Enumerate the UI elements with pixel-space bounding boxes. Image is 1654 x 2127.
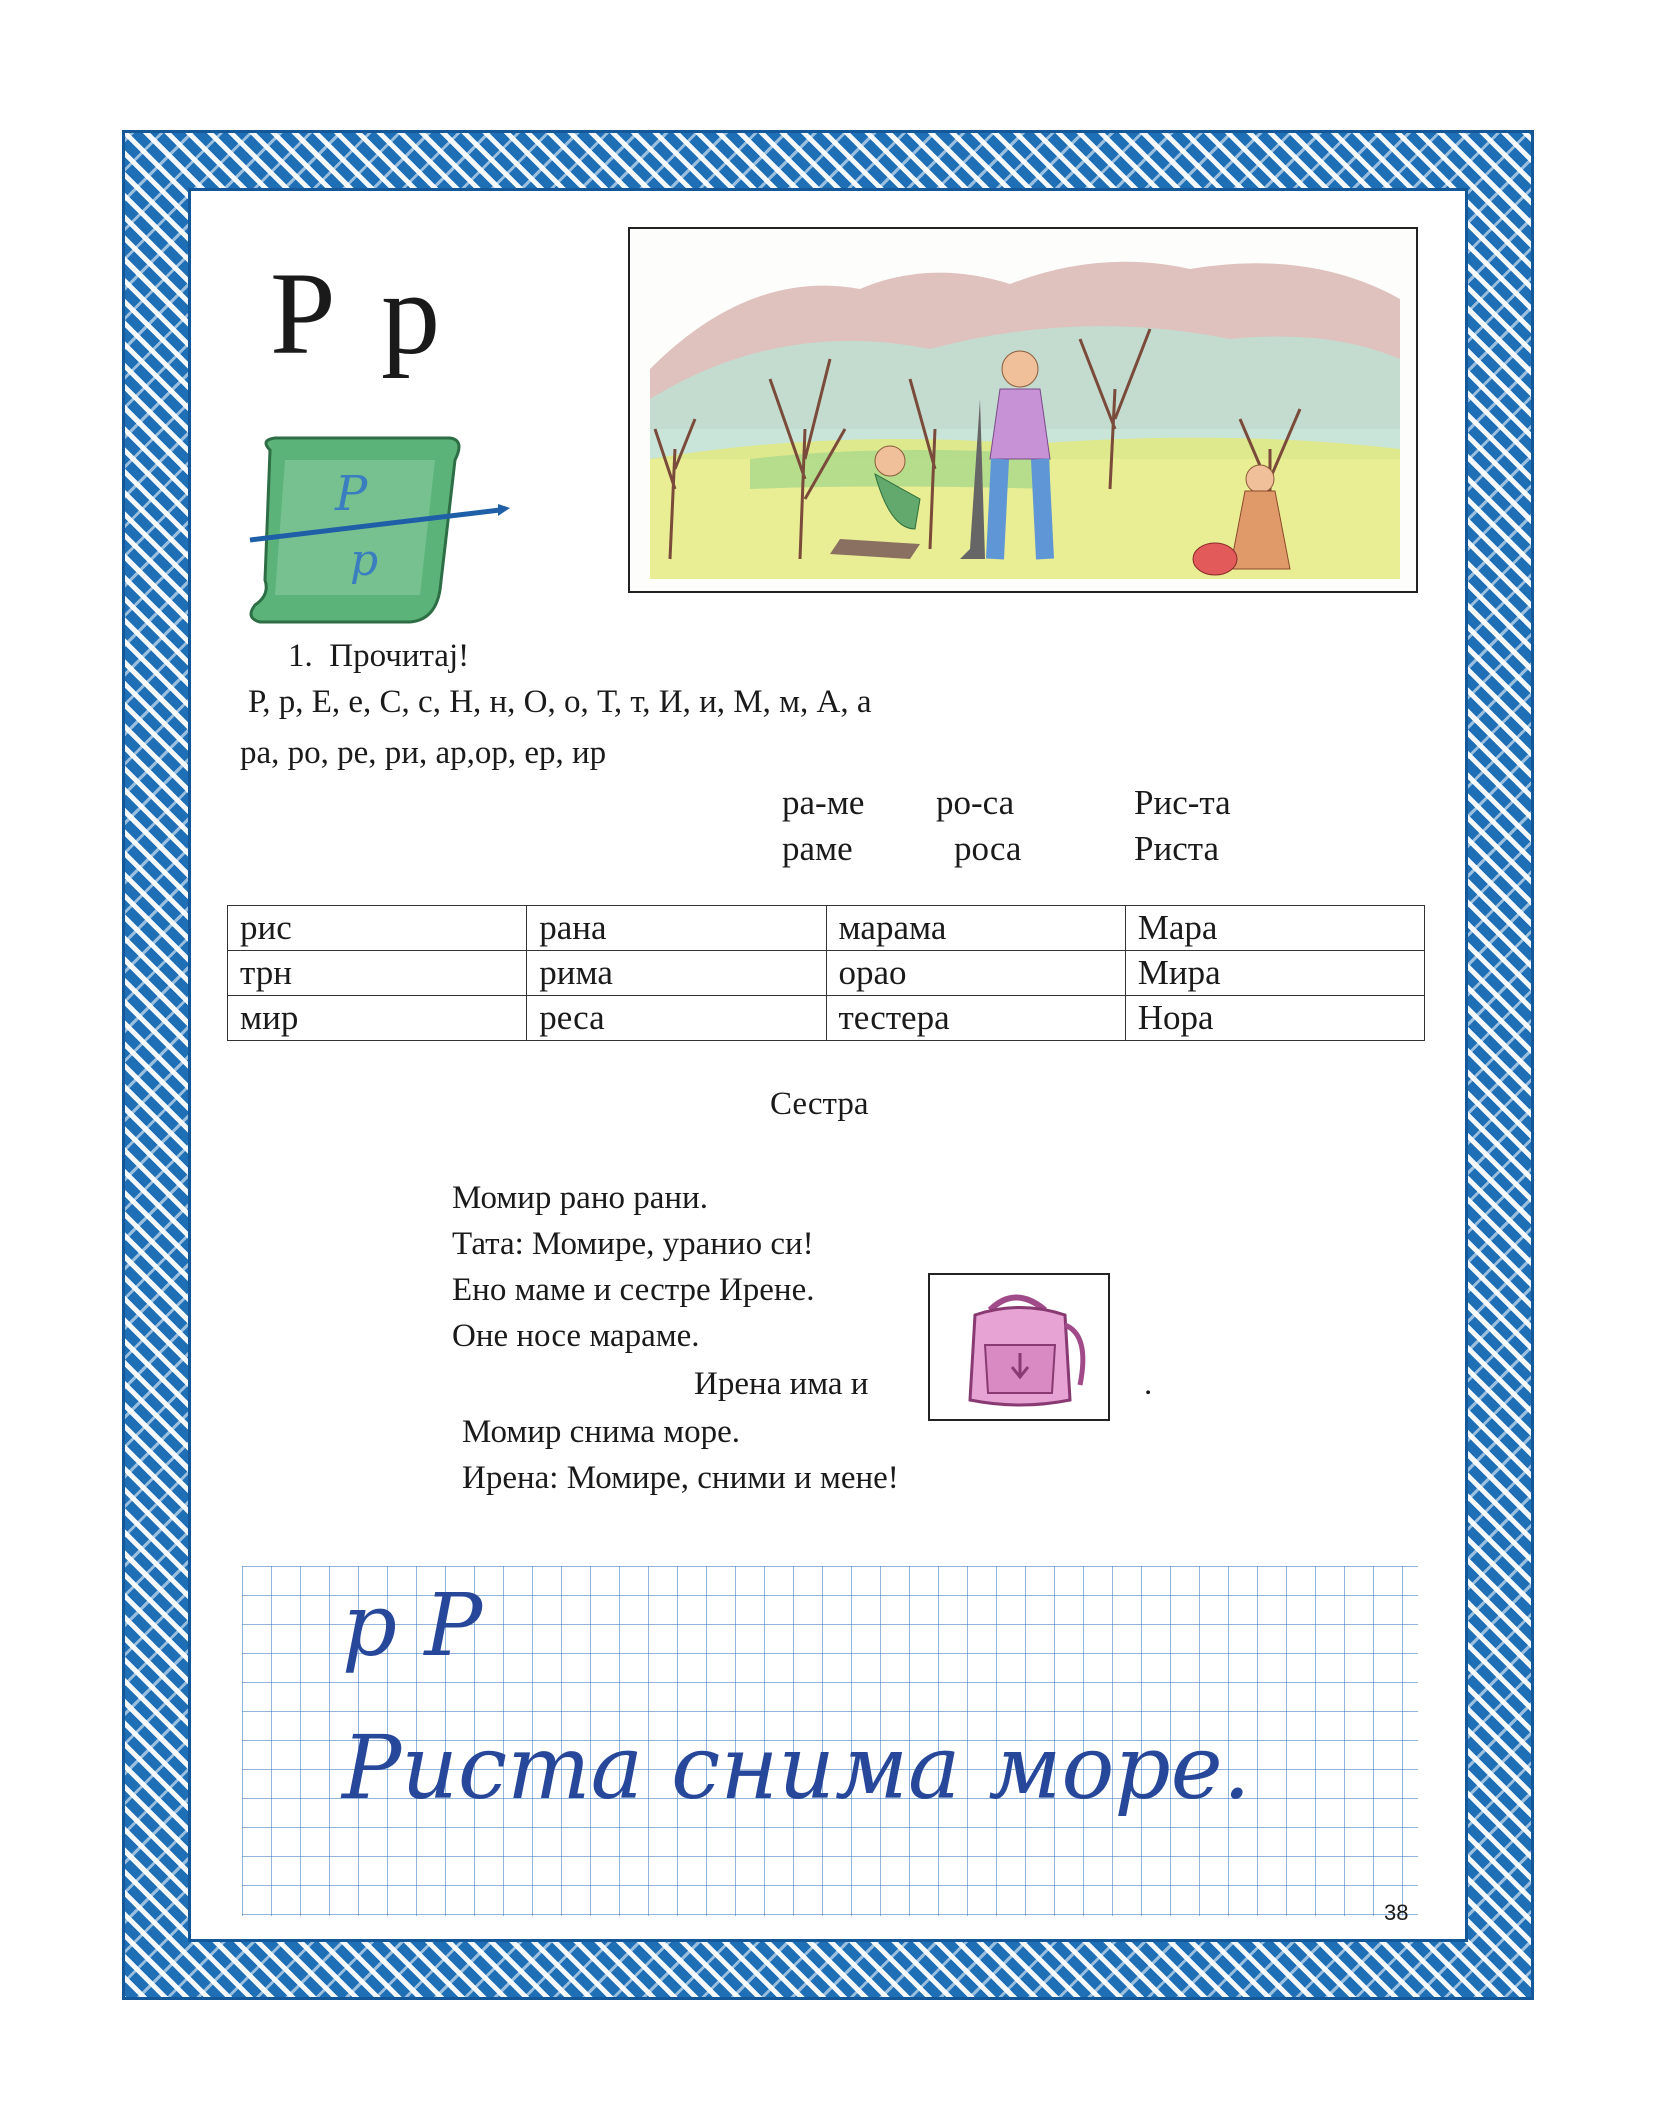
word-pair-whole: раме: [782, 828, 853, 868]
word-pair-split: ра-ме: [782, 783, 865, 822]
letter-heading: Р р: [270, 248, 449, 379]
story-line: Момир рано рани.: [452, 1180, 708, 1216]
handwriting-line-2: Риста снима море.: [342, 1716, 1251, 1819]
table-row: [228, 996, 1425, 1041]
story-line: Ирена има и: [694, 1366, 869, 1402]
exercise-title: 1. Прочитај!: [288, 638, 470, 674]
backpack-picture: [928, 1273, 1110, 1421]
table-row: [228, 906, 1425, 951]
handwriting-line-1: р Р: [342, 1576, 483, 1676]
table-cell: Мира: [1125, 951, 1424, 996]
table-cell: мир: [228, 996, 527, 1041]
scroll-illustration: [240, 430, 510, 630]
page-number: 38: [1384, 1900, 1409, 1925]
word-pair-3: [1134, 780, 1231, 871]
syllables-line: ра, ро, ре, ри, ар,ор, ер, ир: [240, 735, 607, 771]
story-line: Оне носе мараме.: [452, 1318, 700, 1354]
scroll-upper-letter: Р: [335, 466, 368, 522]
story-line: Ирена: Момире, сними и мене!: [462, 1460, 899, 1496]
letters-line: Р, р, Е, е, С, с, Н, н, О, о, Т, т, И, и, М, м, А, а: [248, 684, 872, 720]
table-cell: рис: [228, 906, 527, 951]
story-title: Сестра: [770, 1086, 869, 1122]
table-cell: рана: [527, 906, 826, 951]
word-pair-split: Рис-та: [1134, 783, 1231, 822]
word-pair-2: [936, 780, 1021, 871]
table-cell: рима: [527, 951, 826, 996]
word-pair-whole: Риста: [1134, 828, 1219, 868]
scroll-lower-letter: р: [350, 535, 379, 586]
story-line-period: .: [1144, 1366, 1153, 1402]
table-cell: орао: [826, 951, 1125, 996]
story-line: Ено маме и сестре Ирене.: [452, 1272, 815, 1308]
table-row: [228, 951, 1425, 996]
word-pair-split: ро-са: [936, 783, 1015, 822]
word-table: [227, 905, 1425, 1041]
word-pair-whole: роса: [954, 828, 1022, 868]
story-line: Тата: Момире, уранио си!: [452, 1226, 814, 1262]
table-cell: Мара: [1125, 906, 1424, 951]
table-cell: реса: [527, 996, 826, 1041]
table-cell: тестера: [826, 996, 1125, 1041]
word-pair-1: [782, 780, 864, 871]
table-cell: трн: [228, 951, 527, 996]
table-cell: марама: [826, 906, 1125, 951]
story-line: Момир снима море.: [462, 1414, 740, 1450]
table-cell: Нора: [1125, 996, 1424, 1041]
spring-planting-illustration: [628, 227, 1418, 593]
handwriting-practice-grid: [242, 1566, 1418, 1916]
